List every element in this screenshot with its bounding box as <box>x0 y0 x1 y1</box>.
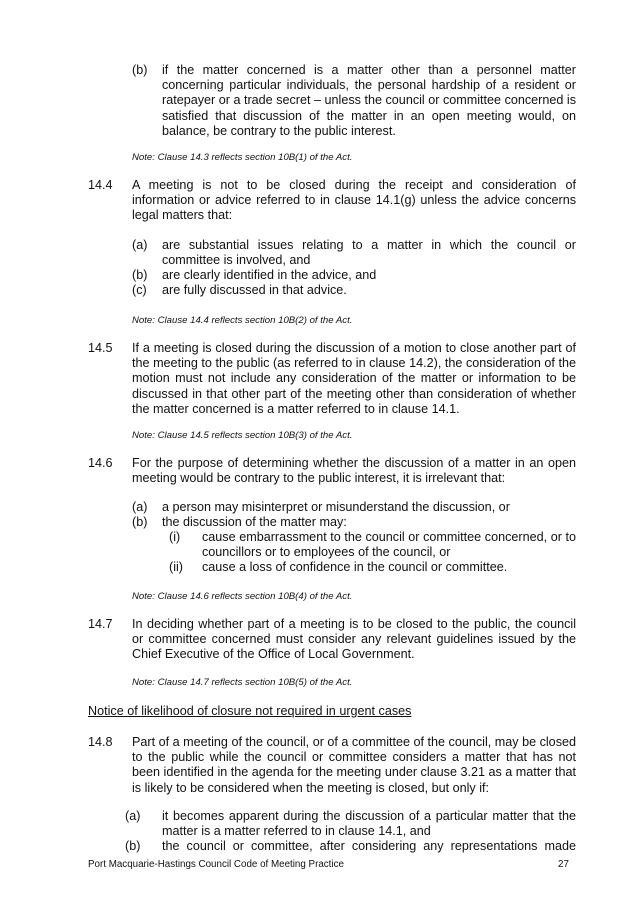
clause-text-14-4: A meeting is not to be closed during the receipt and consideration of information or advice referred to in clause 14.1(g) unless the advice concerns legal matters that: <box>132 178 576 223</box>
note-14-6: Note: Clause 14.6 reflects section 10B(4) of the Act. <box>132 591 353 602</box>
subsub-text-14-6-ii: cause a loss of confidence in the council or committee. <box>202 560 508 574</box>
clause-text-14-7: In deciding whether part of a meeting is to be closed to the public, the council or committee concerned must consider any relevant guidelines issued by the Chief Executive of the Office of Local Government. <box>132 617 576 662</box>
subsub-label-14-6-i: (i) <box>169 530 181 544</box>
clause-number-14-7: 14.7 <box>88 617 113 631</box>
clause-text-14-8: Part of a meeting of the council, or of a committee of the council, may be closed to the public while the council or committee considers a matter that has not been identified in the agenda for the meeting under clause 3.21 as a matter that is likely to be considered when the meeting is closed, but only if: <box>132 735 576 795</box>
clause-text-14-6: For the purpose of determining whether the discussion of a matter in an open meeting would be contrary to the public interest, it is irrelevant that: <box>132 456 576 486</box>
note-14-4: Note: Clause 14.4 reflects section 10B(2) of the Act. <box>132 315 353 326</box>
sub-label-14-6-b: (b) <box>132 515 148 529</box>
subsub-text-14-6-i: cause embarrassment to the council or committee concerned, or to councillors or to employees of the council, or <box>202 530 576 560</box>
footer-page-number: 27 <box>558 859 569 870</box>
sub-text-14-8-a: it becomes apparent during the discussion of a particular matter that the matter is a matter referred to in clause 14.1, and <box>162 809 576 839</box>
item-label-b: (b) <box>132 63 148 77</box>
note-14-5: Note: Clause 14.5 reflects section 10B(3) of the Act. <box>132 430 353 441</box>
subsub-label-14-6-ii: (ii) <box>169 560 183 574</box>
note-14-7: Note: Clause 14.7 reflects section 10B(5) of the Act. <box>132 677 353 688</box>
sub-text-14-6-a: a person may misinterpret or misunderstand the discussion, or <box>162 500 510 514</box>
sub-label-14-4-c: (c) <box>132 283 147 297</box>
item-text-b: if the matter concerned is a matter other than a personnel matter concerning particular individuals, the personal hardship of a resident or ratepayer or a trade secret – unless the council or committee concerned is satisfied that discussion of the matter in an open meeting would, on balance, be contrary to the public interest. <box>162 63 576 138</box>
note-14-3: Note: Clause 14.3 reflects section 10B(1) of the Act. <box>132 152 353 163</box>
sub-text-14-6-b: the discussion of the matter may: <box>162 515 347 529</box>
clause-number-14-6: 14.6 <box>88 456 113 470</box>
clause-number-14-5: 14.5 <box>88 341 113 355</box>
clause-number-14-8: 14.8 <box>88 735 113 749</box>
sub-label-14-4-a: (a) <box>132 238 148 252</box>
clause-number-14-4: 14.4 <box>88 178 113 192</box>
footer-title: Port Macquarie-Hastings Council Code of Meeting Practice <box>88 859 344 870</box>
sub-text-14-4-b: are clearly identified in the advice, and <box>162 268 377 282</box>
sub-text-14-4-a: are substantial issues relating to a matter in which the council or committee is involved, and <box>162 238 576 268</box>
clause-text-14-5: If a meeting is closed during the discussion of a motion to close another part of the meeting to the public (as referred to in clause 14.2), the consideration of the motion must not include any consideration of the matter or information to be discussed in that other part of the meeting other than consideration of whether the matter concerned is a matter referred to in clause 14.1. <box>132 341 576 416</box>
sub-text-14-4-c: are fully discussed in that advice. <box>162 283 347 297</box>
sub-label-14-8-b: (b) <box>125 839 141 853</box>
sub-label-14-6-a: (a) <box>132 500 148 514</box>
sub-text-14-8-b: the council or committee, after considering any representations made <box>162 839 576 853</box>
sub-label-14-4-b: (b) <box>132 268 148 282</box>
sub-label-14-8-a: (a) <box>125 809 141 823</box>
section-heading-urgent: Notice of likelihood of closure not required in urgent cases <box>88 704 412 718</box>
